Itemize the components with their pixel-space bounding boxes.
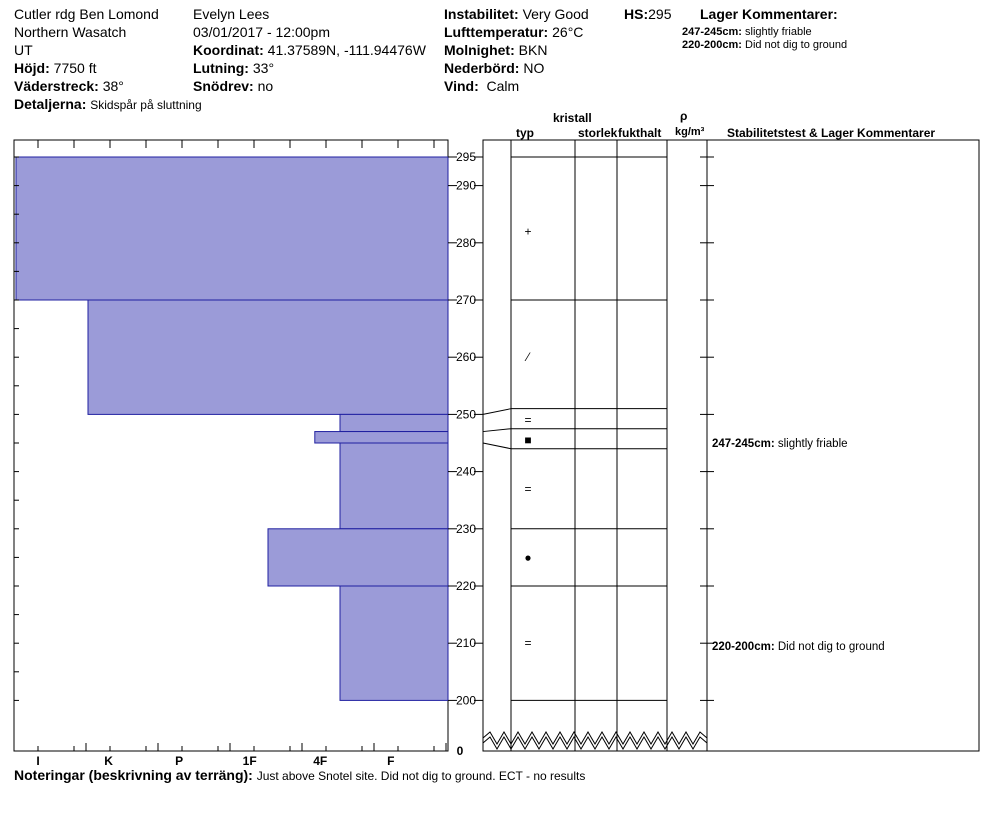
datetime: 03/01/2017 - 12:00pm: [193, 24, 330, 40]
layer-connector: [483, 409, 511, 415]
airtemp-value: 26°C: [552, 24, 584, 40]
stability-comment-text: Did not dig to ground: [777, 641, 885, 654]
layer-connector: [483, 443, 511, 449]
hardness-label: P: [175, 754, 184, 768]
size-header: storlek: [578, 126, 618, 140]
details-value: Skidspår på sluttning: [90, 98, 202, 112]
drift-value: no: [257, 78, 274, 94]
crystal-header: kristall: [553, 111, 592, 125]
hs-value: 295: [648, 6, 672, 22]
mountain-range: Northern Wasatch: [14, 24, 127, 40]
stability-value: Very Good: [522, 6, 589, 22]
hardness-bar: [340, 586, 448, 700]
airtemp-label: Lufttemperatur:: [444, 24, 549, 40]
hs-label: HS:: [624, 6, 649, 22]
depth-label: 295: [455, 150, 477, 164]
grain-symbol: +: [524, 224, 532, 239]
stability-comment-range: 220-200cm:: [712, 641, 778, 654]
layer-boundary-lines: [448, 157, 667, 700]
hardness-bar: [16, 157, 448, 300]
grain-symbol: =: [524, 413, 532, 428]
precip-label: Nederbörd:: [444, 60, 520, 76]
moisture-header: fukthalt: [618, 126, 662, 140]
observer: Evelyn Lees: [193, 6, 270, 22]
density-unit-header: kg/m³: [675, 126, 705, 138]
grain-symbol: ⁄: [526, 350, 530, 365]
depth-zero-label: 0: [456, 744, 464, 758]
depth-label: 200: [455, 693, 477, 708]
grain-symbol: ■: [524, 433, 532, 448]
depth-label: 220: [455, 579, 477, 593]
hardness-label: 1F: [242, 754, 257, 768]
wind-value: Calm: [486, 78, 520, 94]
hardness-bar: [268, 529, 448, 586]
hardness-bar: [340, 414, 448, 431]
sky-label: Molnighet:: [444, 42, 515, 58]
details-label: Detaljerna:: [14, 96, 87, 112]
layer-comment-text: Did not dig to ground: [745, 39, 848, 51]
coord-value: 41.37589N, -111.94476W: [267, 42, 426, 58]
slope-label: Lutning:: [193, 60, 249, 76]
coord-label: Koordinat:: [193, 42, 264, 58]
type-header: typ: [516, 126, 534, 140]
hardness-label: 4F: [313, 754, 328, 768]
elevation-label: Höjd:: [14, 60, 50, 76]
hardness-label: I: [36, 754, 40, 768]
precip-value: NO: [523, 60, 545, 76]
stability-column-header: Stabilitetstest & Lager Kommentarer: [727, 126, 936, 140]
depth-label: 290: [455, 178, 477, 193]
stability-comment: [712, 438, 848, 450]
layer-comment-range: 220-200cm:: [682, 39, 742, 51]
state: UT: [14, 42, 33, 58]
depth-label: 270: [455, 293, 477, 307]
stability-comment-range: 247-245cm:: [712, 438, 778, 450]
depth-label: 280: [455, 235, 477, 250]
hardness-bars: [16, 157, 448, 700]
wind-label: Vind:: [444, 78, 479, 94]
stability-comment: [712, 641, 885, 653]
aspect-value: 38°: [102, 78, 124, 94]
depth-label: 230: [455, 521, 477, 536]
depth-label: 210: [455, 636, 477, 651]
layer-comments-title: Lager Kommentarer:: [700, 6, 838, 22]
depth-break-zigzag: [483, 732, 707, 744]
layer-connector: [483, 429, 511, 432]
sky-value: BKN: [518, 42, 548, 58]
notes-label: Noteringar (beskrivning av terräng):: [14, 767, 253, 783]
grain-symbol: ●: [524, 550, 532, 565]
hardness-label: K: [104, 754, 113, 768]
depth-axis: [448, 150, 714, 758]
hardness-label: F: [387, 754, 395, 768]
aspect-label: Väderstreck:: [14, 78, 99, 94]
hardness-bar: [315, 432, 448, 443]
depth-break-zigzag: [483, 737, 707, 749]
rho-header: ρ: [680, 109, 688, 123]
slope-value: 33°: [252, 60, 275, 76]
location: Cutler rdg Ben Lomond: [14, 6, 159, 22]
depth-label: 250: [455, 407, 477, 422]
notes: [14, 767, 585, 784]
drift-label: Snödrev:: [193, 78, 254, 94]
stratigraphy-frame: [483, 140, 707, 751]
stability-label: Instabilitet:: [444, 6, 519, 22]
layer-comment-text: slightly friable: [745, 26, 812, 38]
grain-symbol: =: [524, 636, 532, 651]
depth-label: 240: [455, 464, 477, 479]
stability-comments: [712, 438, 885, 653]
layer-comment-range: 247-245cm:: [682, 26, 742, 38]
stability-comment-text: slightly friable: [777, 438, 848, 450]
notes-value: Just above Snotel site. Did not dig to ground. ECT - no results: [256, 769, 586, 783]
grain-symbol: =: [524, 481, 532, 496]
depth-label: 260: [455, 350, 477, 365]
elevation-value: 7750 ft: [53, 60, 97, 76]
hardness-bar: [88, 300, 448, 414]
hardness-bar: [340, 443, 448, 529]
